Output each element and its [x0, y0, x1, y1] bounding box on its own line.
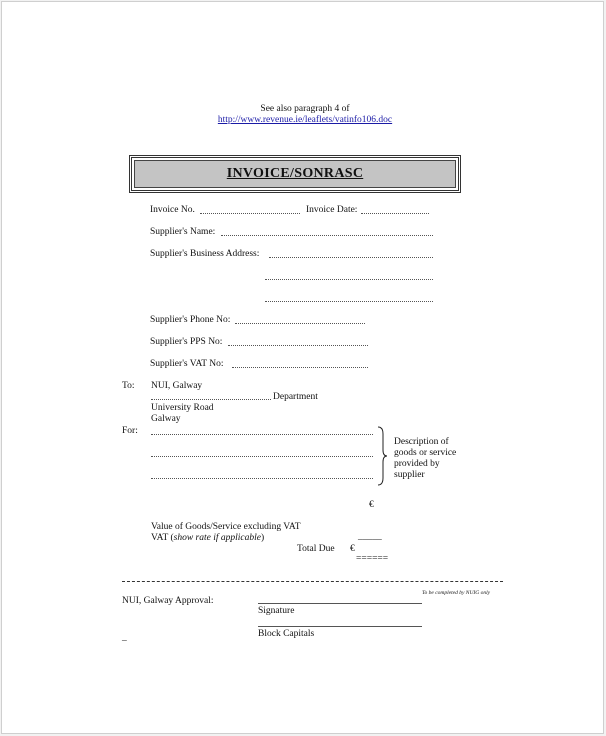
block-capitals-field[interactable] [258, 626, 422, 627]
divider [122, 581, 503, 582]
supplier-address-field-2[interactable] [265, 279, 433, 280]
supplier-address-label: Supplier's Business Address: [150, 249, 260, 259]
supplier-name-label: Supplier's Name: [150, 227, 216, 237]
description-line-3: provided by [394, 459, 440, 469]
supplier-name-field[interactable] [221, 235, 433, 236]
for-field-3[interactable] [151, 478, 373, 479]
supplier-pps-label: Supplier's PPS No: [150, 337, 223, 347]
revenue-link[interactable]: http://www.revenue.ie/leaflets/vatinfo106.doc [217, 115, 393, 125]
department-label: Department [273, 392, 318, 402]
to-city: Galway [151, 414, 181, 424]
total-label: Total Due [297, 544, 335, 554]
supplier-pps-field[interactable] [228, 345, 368, 346]
to-org: NUI, Galway [151, 381, 203, 391]
to-road: University Road [151, 403, 214, 413]
supplier-phone-field[interactable] [235, 323, 365, 324]
invoice-no-label: Invoice No. [150, 205, 195, 215]
supplier-vat-label: Supplier's VAT No: [150, 359, 224, 369]
header-note: See also paragraph 4 of [260, 104, 350, 114]
total-euro: € [350, 544, 355, 554]
supplier-address-field-3[interactable] [265, 301, 433, 302]
signature-label: Signature [258, 606, 295, 616]
signature-field[interactable] [258, 603, 422, 604]
invoice-date-field[interactable] [361, 213, 429, 214]
invoice-date-label: Invoice Date: [306, 205, 358, 215]
total-equals: ====== [356, 554, 389, 564]
department-field[interactable] [151, 399, 271, 400]
value-label: Value of Goods/Service excluding VAT [151, 522, 301, 532]
invoice-no-field[interactable] [200, 213, 300, 214]
supplier-phone-label: Supplier's Phone No: [150, 315, 231, 325]
document-page [1, 1, 604, 734]
for-field-2[interactable] [151, 456, 373, 457]
bottom-mark: _ [122, 633, 127, 643]
page-title: INVOICE/SONRASC [226, 166, 364, 181]
brace-icon [377, 426, 387, 486]
description-line-4: supplier [394, 470, 425, 480]
title-box [129, 155, 461, 193]
vat-dashes: _____ [358, 532, 382, 542]
approval-note: To be completed by NUIG only [422, 590, 491, 596]
block-capitals-label: Block Capitals [258, 629, 315, 639]
supplier-vat-field[interactable] [232, 367, 368, 368]
vat-label: VAT (show rate if applicable) [151, 533, 265, 543]
supplier-address-field-1[interactable] [269, 257, 433, 258]
approval-label: NUI, Galway Approval: [122, 596, 214, 606]
description-line-2: goods or service [394, 448, 457, 458]
euro-symbol: € [369, 500, 374, 510]
for-label: For: [122, 426, 138, 436]
for-field-1[interactable] [151, 434, 373, 435]
to-label: To: [122, 381, 135, 391]
description-line-1: Description of [394, 437, 449, 447]
